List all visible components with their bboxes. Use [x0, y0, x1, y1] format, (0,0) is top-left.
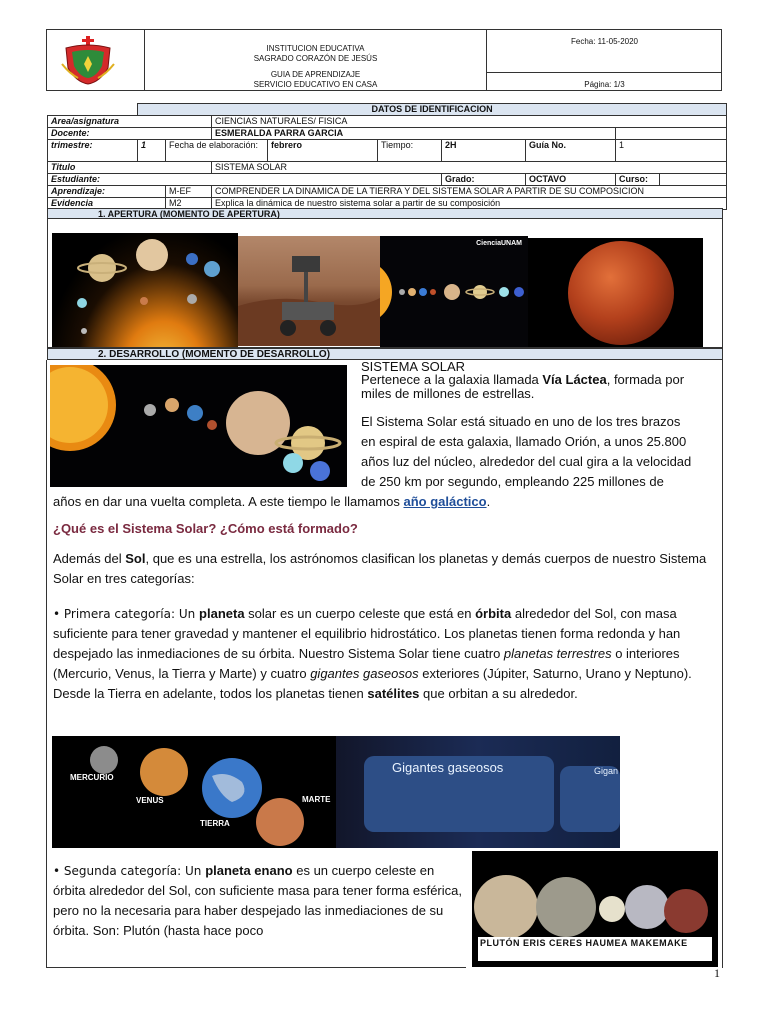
date-elab-label: Fecha de elaboración: [166, 140, 268, 162]
school-logo [60, 34, 116, 86]
term-label: trimestre: [48, 140, 138, 162]
service-title: SERVICIO EDUCATIVO EN CASA [253, 80, 378, 89]
dwarf-planets-caption: PLUTÓN ERIS CERES HAUMEA MAKEMAKE [480, 938, 688, 948]
solar-system-image-1 [52, 233, 238, 347]
gas-giants-caption: Gigantes gaseosos [392, 760, 504, 775]
identification-title: DATOS DE IDENTIFICACION [138, 104, 727, 116]
evidence-label: Evidencia [48, 198, 166, 210]
title-label: Titulo [48, 162, 212, 174]
teacher-value: ESMERALDA PARRA GARCIA [212, 128, 616, 140]
ciencia-unam-caption: CienciaUNAM [476, 240, 522, 247]
evidence-value: Explica la dinámica de nuestro sistema solar a partir de su composición [212, 198, 727, 210]
learning-label: Aprendizaje: [48, 186, 166, 198]
gas-giants-image [336, 736, 620, 848]
section-development-title: 2. DESARROLLO (MOMENTO DE DESARROLLO) [98, 349, 331, 360]
second-category-paragraph: • Segunda categoría: Un planeta enano es un cuerpo celeste en órbita alrededor del Sol, con suficiente masa para tener forma esférica, pero no la necesaria para haber despejado las inmediaciones de su órbita. Son: Plutón (hasta hace poco [53, 863, 462, 938]
header-date: Fecha: 11-05-2020 [570, 37, 638, 46]
student-label: Estudiante: [48, 174, 442, 186]
time-value: 2H [442, 140, 526, 162]
area-label: Area/asignatura [48, 116, 212, 128]
date-elab-value: febrero [268, 140, 378, 162]
mars-rover-image [238, 236, 380, 346]
sun-planets-image [50, 365, 347, 487]
development-bottom-border [46, 967, 466, 968]
term-value: 1 [138, 140, 166, 162]
header-divider-date [486, 72, 722, 73]
question-heading: ¿Qué es el Sistema Solar? ¿Cómo está formado? [53, 521, 358, 536]
institution-name: INSTITUCION EDUCATIVA [266, 44, 365, 53]
planets-lineup-image [380, 236, 528, 347]
header-institution [145, 44, 486, 90]
area-value: CIENCIAS NATURALES/ FISICA [212, 116, 727, 128]
school-name: SAGRADO CORAZÓN DE JESÚS [253, 54, 378, 63]
learning-code: M-EF [166, 186, 212, 198]
galactic-year-line: años en dar una vuelta completa. A este tiempo le llamamos año galáctico. [53, 494, 491, 509]
mercury-caption: MERCURIO [70, 773, 114, 782]
solar-system-heading: SISTEMA SOLAR [361, 359, 466, 374]
page-number: 1 [714, 966, 720, 980]
guide-title: GUIA DE APRENDIZAJE [270, 70, 361, 79]
gas-giants-caption-2: Gigan [594, 766, 619, 776]
learning-value: COMPRENDER LA DINAMICA DE LA TIERRA Y DEL SISTEMA SOLAR A PARTIR DE SU COMPOSICION [212, 186, 727, 198]
grade-value: OCTAVO [526, 174, 616, 186]
development-left-border [46, 360, 47, 968]
section-opening-header [47, 208, 723, 219]
galaxy-paragraph: El Sistema Solar está situado en uno de los tres brazos en espiral de esta galaxia, llamado Orión, a unos 25.800 años luz del núcleo, alrededor del cual gira a la velocidad de 250 km por segundo, empleando 225 millones de [361, 414, 692, 489]
guide-value: 1 [616, 140, 727, 162]
dwarf-caption-strip [478, 937, 712, 961]
development-right-border [722, 360, 723, 968]
dwarf-planets-image [472, 851, 718, 967]
mars-planet-image [528, 238, 703, 347]
categories-intro-paragraph: Además del Sol, que es una estrella, los astrónomos clasifican los planetas y demás cuerpos de nuestro Sistema Solar en tres categorías: [53, 551, 707, 586]
course-label: Curso: [616, 174, 660, 186]
first-category-paragraph: • Primera categoría: Un planeta solar es un cuerpo celeste que está en órbita alrededor del Sol, con masa suficiente para tener gravedad y mantener el equilibrio hidrostático. Los planetas tienen forma redonda y han despejado las inmediaciones de su órbita. Nuestro Sistema Solar tiene cuatro planetas terrestres o interiores (Mercurio, Venus, la Tierra y Marte) y cuatro gigantes gaseosos exteriores (Júpiter, Saturno, Urano y Neptuno). Desde la Tierra en adelante, todos los planetas tienen satélites que orbitan a su alrededor. [53, 606, 692, 701]
milky-way-term: Vía Láctea [542, 372, 607, 387]
time-label: Tiempo: [378, 140, 442, 162]
earth-caption: TIERRA [200, 819, 230, 828]
title-value: SISTEMA SOLAR [212, 162, 727, 174]
venus-caption: VENUS [136, 796, 164, 805]
mars-caption: MARTE [302, 795, 331, 804]
galactic-year-link[interactable]: año galáctico [403, 494, 487, 509]
teacher-label: Docente: [48, 128, 212, 140]
guide-label: Guía No. [526, 140, 616, 162]
milky-way-paragraph: Pertenece a la galaxia llamada Vía Láctea, formada por miles de millones de estrellas. [361, 372, 685, 401]
grade-label: Grado: [442, 174, 526, 186]
header-page: Página: 1/3 [584, 80, 625, 89]
section-opening-title: 1. APERTURA (MOMENTO DE APERTURA) [98, 209, 280, 219]
evidence-code: M2 [166, 198, 212, 210]
inner-planets-image [52, 736, 336, 848]
identification-table [47, 103, 727, 210]
